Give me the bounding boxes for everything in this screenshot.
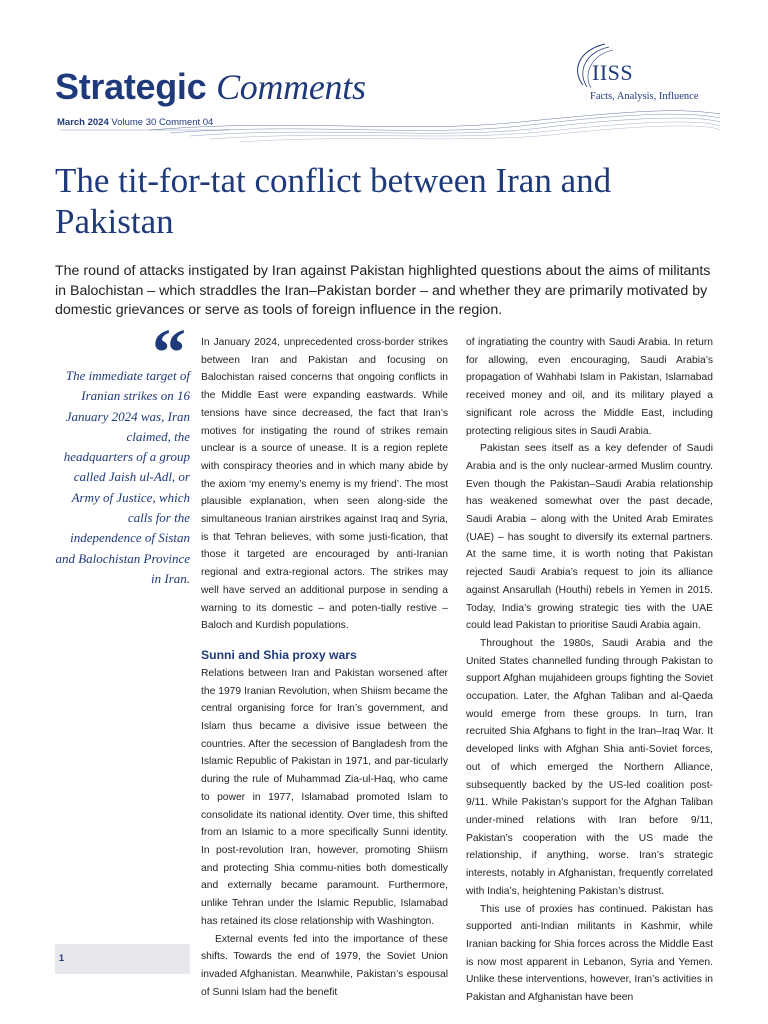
paragraph: Relations between Iran and Pakistan worsened after the 1979 Iranian Revolution, when Shiism became the central organising force for Iran’s government, and Islam thus became a divisive issue between the countries. After the secession of Bangladesh from the Islamic Republic of Pakistan in 1971, and par-ticularly during the rule of Muhammad Zia-ul-Haq, who came to power in 1977, Islamabad promoted Islam to consolidate its national identity. Over time, this shifted from an Islamic to a more specifically Sunni identity. In post-revolution Iran, however, promoting Shiism and protecting Shia commu-nities both domestically and externally became paramount. Furthermore, unlike Tehran under the Islamic Republic, Islamabad has retained its close relationship with Washington. [201,667,448,927]
quote-mark-icon: “ [152,314,186,390]
brand-strong: Strategic [55,66,207,107]
paragraph: of ingratiating the country with Saudi Arabia. In return for allowing, even encouraging, Saudi Arabia’s propagation of Wahhabi Islam in Pakistan, Islamabad received money and oil, and its military played a significant role across the Middle East, including protecting religious sites in Saudi Arabia. [466,337,713,437]
page-number-box [55,944,190,974]
paragraph-intro: In January 2024, unprecedented cross-border strikes between Iran and Pakistan and focusing on Balochistan raised concerns that ongoing conflicts in the Middle East were expanding eastwards. While tensions have since decreased, the fact that Iran’s motives for instigating the round of strikes remain unclear is a source of unease. It is a region replete with conspiracy theories and in which many abide by the axiom ‘my enemy’s enemy is my friend’. The most plausible explanation, when seen along-side the simultaneous Iranian airstrikes against Iraq and Syria, is that Tehran believes, with some justi-fication, that those it targeted are encouraged by anti-Iranian regional and extra-regional actors. The strikes may well have served an additional purpose in sending a warning to its domestic – and poten-tially restive – Baloch and Kurdish populations. [201,337,448,632]
paragraph: Pakistan sees itself as a key defender of Saudi Arabia and is the only nuclear-armed Muslim country. Even though the Pakistan–Saudi Arabia relationship has weakened somewhat over the past decade, Saudi Arabia – along with the United Arab Emirates (UAE) – has sought to diversify its external partners. At the same time, it is worth noting that Pakistan rejected Saudi Arabia’s request to join its alliance against Ansarullah (Houthi) rebels in Yemen in 2015. Today, India’s growing strategic ties with the UAE could lead Pakistan to prioritise Saudi Arabia again. [466,443,713,632]
logo-name: IISS [592,60,634,85]
brand-italic: Comments [216,67,366,107]
paragraph: Throughout the 1980s, Saudi Arabia and the United States channelled funding through Pakistan to support Afghan mujahideen groups fighting the Soviet occupation. Later, the Afghan Taliban and al-Qaeda would emerge from these groups. In turn, Iran recruited Shia Afghans to fight in the Iran–Iraq War. It developed links with Afghan Shia anti-Soviet forces, out of which emerged the Northern Alliance, subsequently backed by the US-led coalition post-9/11. While Pakistan’s support for the Afghan Taliban under-mined relations with Iran before 9/11, Pakistan’s cooperation with the US made the relationship, if anything, worse. Iran’s strategic interests, notably in Afghanistan, frequently correlated with India’s, heightening Pakistan’s distrust. [466,637,713,897]
page-number: 1 [59,953,65,963]
body-column-1 [201,334,448,1001]
logo-tagline: Facts, Analysis, Influence [590,91,699,102]
issue-detail: Volume 30 Comment 04 [111,117,214,128]
issue-date: March 2024 [57,117,109,128]
article-lede: The round of attacks instigated by Iran against Pakistan highlighted questions about the aims of militants in Balochistan – which straddles the Iran–Pakistan border – and whether they are primarily motivated by domestic grievances or serve as tools of foreign influence in the region. [55,263,711,318]
body-column-2 [466,334,713,1007]
article-title: The tit-for-tat conflict between Iran and Pakistan [55,161,612,241]
section-heading: Sunni and Shia proxy wars [201,647,357,662]
paragraph: External events fed into the importance of these shifts. Towards the end of 1979, the Soviet Union invaded Afghanistan. Meanwhile, Pakistan’s espousal of Sunni Islam had the benefit [201,933,448,998]
paragraph: This use of proxies has continued. Pakistan has supported anti-Indian militants in Kashmir, while Iranian backing for Shia forces across the Middle East is now most apparent in Lebanon, Syria and Yemen. Unlike these interventions, however, Iran’s activities in Pakistan and Afghanistan have been [466,903,713,1004]
pull-quote: The immediate target of Iranian strikes on 16 January 2024 was, Iran claimed, the headquarters of a group called Jaish ul-Adl, or Army of Justice, which calls for the independence of Sistan and Balochistan Province in Iran. [55,368,190,586]
issue-line [57,117,213,128]
